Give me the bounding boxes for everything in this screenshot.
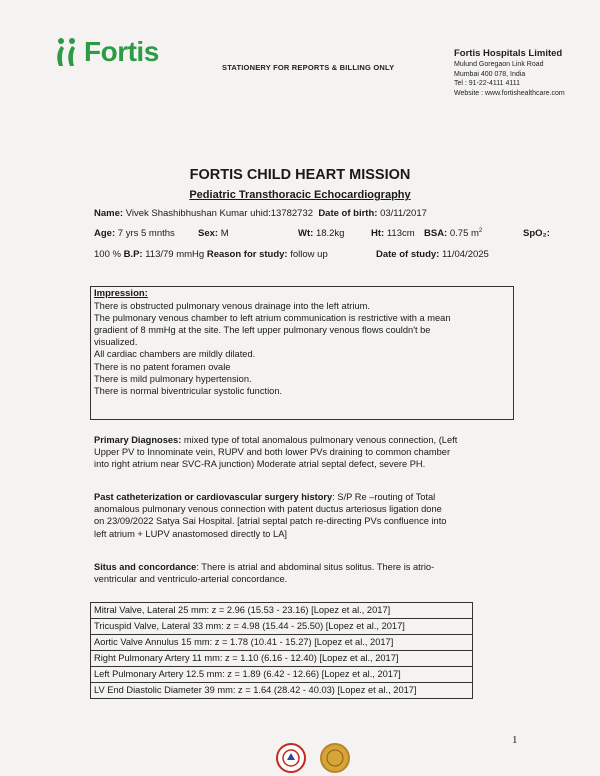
spo2-label: SpO₂: [523, 228, 550, 239]
vitals-row [94, 249, 328, 260]
bsa-value: 0.75 m [449, 228, 479, 240]
primary-diagnoses-text: Upper PV to Innominate vein, RUPV and both lower PVs draining to common chamber [94, 447, 451, 458]
primary-diagnoses-text: mixed type of total anomalous pulmonary venous connection, (Left [181, 435, 458, 445]
height-field [371, 228, 415, 239]
impression-line: There is mild pulmonary hypertension. [94, 373, 252, 384]
sex-field [198, 228, 229, 239]
primary-diagnoses-section [94, 434, 520, 471]
sex-value: M [220, 228, 229, 239]
ht-label: Ht: [371, 228, 385, 239]
bsa-superscript: 2 [478, 228, 483, 234]
past-history-label: Past catheterization or cardiovascular surgery history [94, 492, 333, 502]
impression-heading: Impression: [94, 288, 148, 299]
reason-label: Reason for study: [206, 249, 288, 260]
hospital-address-block [454, 48, 565, 98]
date-of-study [376, 249, 489, 260]
name-value: Vivek Shashibhushan Kumar [125, 208, 248, 219]
impression-line: There is obstructed pulmonary venous drainage into the left atrium. [94, 301, 370, 312]
stationery-note: STATIONERY FOR REPORTS & BILLING ONLY [222, 63, 395, 72]
bsa-field [424, 228, 482, 239]
age-label: Age: [94, 228, 116, 239]
primary-diagnoses-label: Primary Diagnoses: [94, 435, 182, 445]
past-history-section [94, 491, 520, 540]
hospital-name: Fortis Hospitals Limited [454, 48, 563, 59]
sex-label: Sex: [198, 228, 219, 239]
past-history-text: on 23/09/2022 Satya Sai Hospital. [atrial septal patch re-directing PVs confluence into [94, 516, 447, 527]
dob-label: Date of birth: [318, 208, 378, 219]
website-line: Website : www.fortishealthcare.com [454, 89, 565, 97]
primary-diagnoses-text: into right atrium near SVC-RA junction) Moderate atrial septal defect, severe PH. [94, 459, 426, 470]
accreditation-seal-icon [276, 743, 306, 773]
impression-section [94, 288, 512, 397]
situs-text: : There is atrial and abdominal situs solitus. There is atrio- [196, 562, 435, 572]
weight-field [298, 228, 344, 239]
fortis-logo [52, 36, 159, 68]
impression-line: gradient of 8 mmHg at the site. The left upper pulmonary venous flows couldn't be [94, 325, 431, 336]
situs-section [94, 561, 520, 585]
address-line: Mumbai 400 078, India [454, 70, 526, 78]
address-line: Mulund Goregaon Link Road [454, 61, 544, 68]
ht-value: 113cm [386, 228, 415, 239]
impression-line: There is no patent foramen ovale [94, 361, 231, 372]
impression-line: All cardiac chambers are mildly dilated. [94, 349, 256, 360]
measurement-row: LV End Diastolic Diameter 39 mm: z = 1.64 (28.42 - 40.03) [Lopez et al., 2017] [91, 682, 472, 698]
measurement-row: Aortic Valve Annulus 15 mm: z = 1.78 (10.41 - 15.27) [Lopez et al., 2017] [91, 634, 472, 650]
age-label-row [94, 228, 175, 239]
dob-value: 03/11/2017 [380, 208, 427, 219]
situs-label: Situs and concordance [94, 562, 197, 572]
measurements-table [90, 602, 473, 699]
wt-value: 18.2kg [315, 228, 345, 239]
bsa-label: BSA: [424, 228, 448, 240]
impression-line: The pulmonary venous chamber to left atrium communication is restrictive with a mean [94, 313, 451, 324]
measurement-row: Mitral Valve, Lateral 25 mm: z = 2.96 (15.53 - 23.16) [Lopez et al., 2017] [94, 605, 391, 615]
dos-label: Date of study: [376, 249, 440, 260]
situs-text: ventricular and ventriculo-arterial concordance. [94, 574, 288, 585]
seal-emblem-icon [278, 745, 304, 771]
patient-name-row [94, 208, 427, 219]
name-label: Name: [94, 208, 124, 219]
past-history-text: left atrium + LUPV anastomosed directly to LA] [94, 528, 288, 539]
report-subtitle: Pediatric Transthoracic Echocardiography [189, 189, 411, 201]
measurement-row: Right Pulmonary Artery 11 mm: z = 1.10 (6.16 - 12.40) [Lopez et al., 2017] [91, 650, 472, 666]
past-history-text: anomalous pulmonary venous connection with patent ductus arteriosus ligation done [94, 504, 442, 515]
wt-label: Wt: [298, 228, 314, 239]
reason-value: follow up [290, 249, 328, 260]
age-value: 7 yrs 5 mnths [117, 228, 175, 239]
report-title: FORTIS CHILD HEART MISSION [189, 167, 411, 183]
bp-label: B.P: [123, 249, 143, 260]
page-number: 1 [512, 734, 518, 746]
past-history-text: : S/P Re –routing of Total [332, 492, 436, 502]
impression-line: There is normal biventricular systolic function. [94, 385, 283, 396]
uhid: uhid:13782732 [250, 208, 314, 219]
measurement-row: Tricuspid Valve, Lateral 33 mm: z = 4.98 (15.44 - 25.50) [Lopez et al., 2017] [91, 618, 472, 634]
logo-text: Fortis [84, 36, 159, 67]
spo2-value: 100 % [94, 249, 121, 260]
dos-value: 11/04/2025 [441, 249, 489, 260]
gold-seal-emblem-icon [322, 745, 348, 771]
bp-value: 113/79 mmHg [145, 249, 205, 260]
gold-seal-icon [320, 743, 350, 773]
phone-line: Tel : 91-22-4111 4111 [454, 80, 521, 87]
fortis-logo-icon [52, 36, 80, 68]
measurement-row: Left Pulmonary Artery 12.5 mm: z = 1.89 (6.42 - 12.66) [Lopez et al., 2017] [91, 666, 472, 682]
impression-line: visualized. [94, 337, 138, 348]
